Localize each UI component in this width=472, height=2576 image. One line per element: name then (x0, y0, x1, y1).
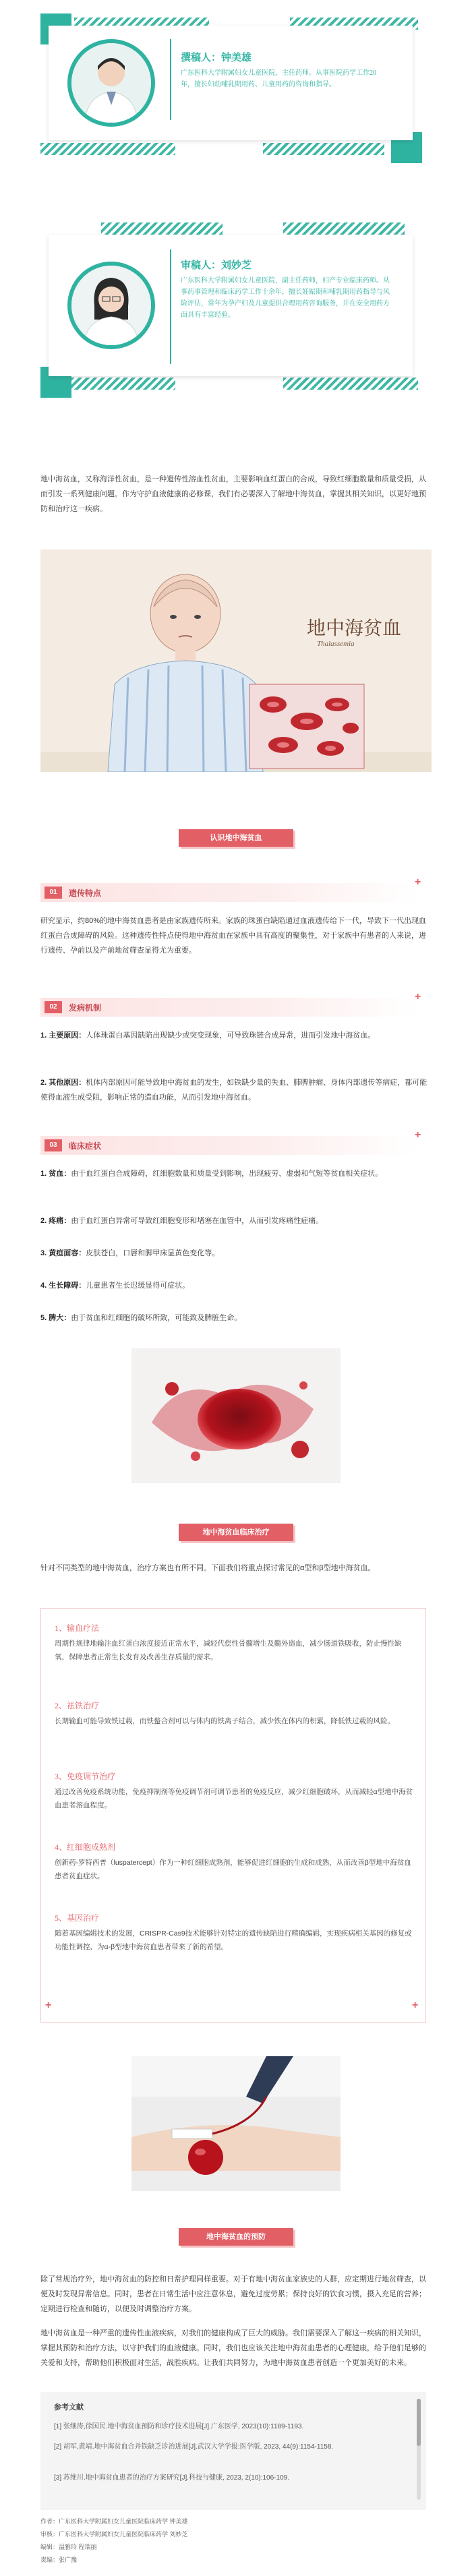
subhead-label: 遗传特点 (69, 889, 102, 898)
plus-decoration-icon: + (415, 991, 421, 1002)
subhead-label: 发病机制 (69, 1003, 102, 1013)
treatment-text: 随着基因编辑技术的发展，CRISPR-Cas9技术能够针对特定的遗传缺陷进行精确编辑，实现疾病相关基因的修复或功能性调控，为α-β型地中海贫血患者带来了新的希望。 (55, 1929, 412, 1951)
treatment-intro: 针对不同类型的地中海贫血，治疗方案也有所不同。下面我们将重点探讨常见的α型和β型地中海贫血。 (40, 1564, 376, 1572)
treatment-title: 2、祛铁治疗 (55, 1701, 100, 1710)
reviewer-avatar (67, 262, 155, 349)
plus-decoration-icon: + (415, 876, 421, 888)
references-box (40, 2392, 426, 2510)
reviewer-title: 审稿人：刘妙芝 (181, 260, 252, 271)
hero-title: 地中海贫血 (307, 618, 402, 639)
prevention-paragraph: 除了常规治疗外，地中海贫血的防控和日常护理同样重要。对于有地中海贫血家族史的人群，应定期进行地贫筛查，以便及时发现异常信息。同时，患者在日常生活中应注意休息，避免过度劳累；保持良好的饮食习惯，摄入充足的营养；定期进行检查和随访，以便及时调整治疗方案。 (40, 2275, 426, 2313)
subhead-number: 02 (45, 1001, 62, 1013)
prevention-paragraph: 地中海贫血是一种严重的遗传性血液疾病，对我们的健康构成了巨大的威胁。我们需要深入了解这一疾病的相关知识，掌握其预防和治疗方法，以守护我们的血液健康。同时，我们也应该关注地中海贫血患者的心理健康，给予他们足够的关爱和支持，帮助他们积极面对生活，战胜疾病。让我们共同努力，为地中海贫血患者创造一个更加美好的未来。 (40, 2329, 426, 2367)
treatment-title: 5、基因治疗 (55, 1913, 100, 1923)
section-pill-treatment (179, 1524, 293, 1541)
treatment-text: 创新药-罗特西普（luspatercept）作为一种红细胞成熟剂，能够促进红细胞的生成和成熟，从而改善β型地中海贫血患者贫血症状。 (55, 1859, 411, 1880)
symptom-item: 3. 黄疸面容：皮肤苍白，口唇和脚甲床显黄色变化等。 (40, 1249, 220, 1257)
treatment-title: 3、免疫调节治疗 (55, 1772, 116, 1781)
scrollbar[interactable] (417, 2399, 421, 2500)
sick-child-illustration (40, 549, 432, 772)
treatment-text: 通过改善免疫系统功能，免疫抑制剂等免疫调节剂可调节患者的免疫反应，减少红细胞破坏，从而减轻α型地中海贫血患者溶血程度。 (55, 1788, 413, 1809)
section-pill-label: 地中海贫血临床治疗 (202, 1528, 270, 1536)
subhead-number: 03 (45, 1139, 62, 1151)
references-title: 参考文献 (54, 2403, 84, 2412)
writer-avatar (67, 39, 155, 127)
credit-line: 编辑：温雅玲 程瑞丽 (40, 2544, 97, 2550)
section-pill-know (179, 829, 293, 847)
credit-line: 审核：广东医科大学附属妇女儿童医院临床药学 刘妙芝 (40, 2531, 188, 2538)
treatment-text: 长期输血可能导致铁过载，而铁螯合剂可以与体内的铁离子结合，减少铁在体内的积累，降低铁过载的风险。 (55, 1717, 394, 1725)
credit-line: 责编：张广豫 (40, 2556, 78, 2563)
hero-subtitle: Thalassemia (317, 640, 355, 648)
transfusion-photo (131, 2056, 341, 2191)
subhead-genetics (40, 883, 418, 902)
plus-decoration-icon: + (412, 2000, 419, 2011)
symptom-item: 1. 贫血：由于血红蛋白合成障碍，红细胞数量和质量受到影响，出现疲劳、虚弱和气短等贫血相关症状。 (40, 1170, 383, 1178)
mechanism-item: 2. 其他原因：机体内部原因可能导致地中海贫血的发生，如铁缺少量的失血、肺脾肿瘤、身体内部遗传等病症，都可能使得血液生成受阻，影响正常的造血功能，从而引发地中海贫血。 (40, 1079, 427, 1102)
author-card-reviewer (0, 222, 472, 411)
mechanism-item: 1. 主要原因：人体珠蛋白基因缺陷出现缺少或突变现象，可导致珠链合成异常，进而引发地中海贫血。 (40, 1031, 376, 1040)
genetics-paragraph: 研究显示，约80%的地中海贫血患者是由家族遗传所来。家族的珠蛋白缺陷通过血液遗传给下一代，导致下一代出现血红蛋白合成障碍的风险。这种遗传性特点使得地中海贫血在家族中具有高度的聚集性，对于家族中有患者的人来说，进行遗传、孕前以及产前地贫筛查显得尤为重要。 (40, 917, 427, 955)
blood-cell-photo (131, 1348, 341, 1483)
reference-item: [2] 胡军,黄靖.地中海贫血合并铁缺乏诊治进展[J].武汉大学学报:医学版, 2023, 44(9):1154-1158. (54, 2443, 334, 2451)
reviewer-desc: 广东医科大学附属妇女儿童医院，副主任药师，妇产专业临床药师。从事药事管理和临床药学工作十余年，擅长妊娠期和哺乳期用药指导与风险评估，常年为孕产妇及儿童提供合理用药咨询服务，并在安全用药方面具有丰富经验。 (181, 277, 390, 319)
symptom-item: 4. 生长障碍：儿童患者生长迟缓显得可症状。 (40, 1282, 190, 1290)
author-card-writer (0, 0, 472, 169)
treatment-title: 1、输血疗法 (55, 1623, 100, 1633)
credit-line: 作者：广东医科大学附属妇女儿童医院临床药学 钟美雄 (40, 2518, 188, 2525)
treatment-text: 周期性规律地输注血红蛋白浓度接近正常水平，减轻代偿性骨髓增生及髓外造血，减少肠道铁吸收，防止慢性缺氧，保障患者正常生长发育及改善生存质量的需求。 (55, 1640, 402, 1661)
section-pill-label: 地中海贫血的预防 (206, 2233, 266, 2241)
plus-decoration-icon: + (45, 2000, 52, 2011)
intro-paragraph: 地中海贫血，又称海洋性贫血，是一种遗传性溶血性贫血，主要影响血红蛋白的合成，导致红细胞数量和质量受损，从而引发一系列健康问题。作为守护血液健康的必修课，我们有必要深入了解地中海贫血，掌握其相关知识，以更好地预防和治疗这一疾病。 (40, 475, 426, 513)
section-pill-label: 认识地中海贫血 (210, 834, 262, 842)
subhead-mechanism (40, 998, 418, 1017)
subhead-symptoms (40, 1136, 418, 1155)
writer-title: 撰稿人：钟美雄 (181, 52, 252, 63)
symptom-item: 2. 疼痛：由于血红蛋白异常可导致红细胞变形和堵塞在血管中，从而引发疼痛性症痛。 (40, 1217, 324, 1225)
plus-decoration-icon: + (415, 1129, 421, 1141)
hero-illustration (40, 549, 432, 772)
writer-desc: 广东医科大学附属妇女儿童医院，主任药师。从事医院药学工作20年，擅长妇幼哺乳期用药、儿童用药的咨询和指导。 (181, 69, 376, 88)
reference-item: [3] 苏维川.地中海贫血患者的治疗方案研究[J].科技与健康, 2023, 2(10):106-109. (54, 2474, 289, 2482)
reference-item: [1] 张继涛,徐国民.地中海贫血预防和诊疗技术进展[J].广东医学, 2023(10):1189-1193. (54, 2423, 304, 2430)
treatments-box (40, 1608, 426, 2023)
subhead-number: 01 (45, 887, 62, 899)
subhead-label: 临床症状 (69, 1141, 102, 1151)
symptom-item: 5. 脾大：由于贫血和红细胞的破坏所致，可能致及脾脏生命。 (40, 1314, 242, 1322)
section-pill-prevention (179, 2228, 293, 2246)
scrollbar-thumb[interactable] (417, 2399, 421, 2446)
treatment-title: 4、红细胞成熟剂 (55, 1843, 116, 1852)
